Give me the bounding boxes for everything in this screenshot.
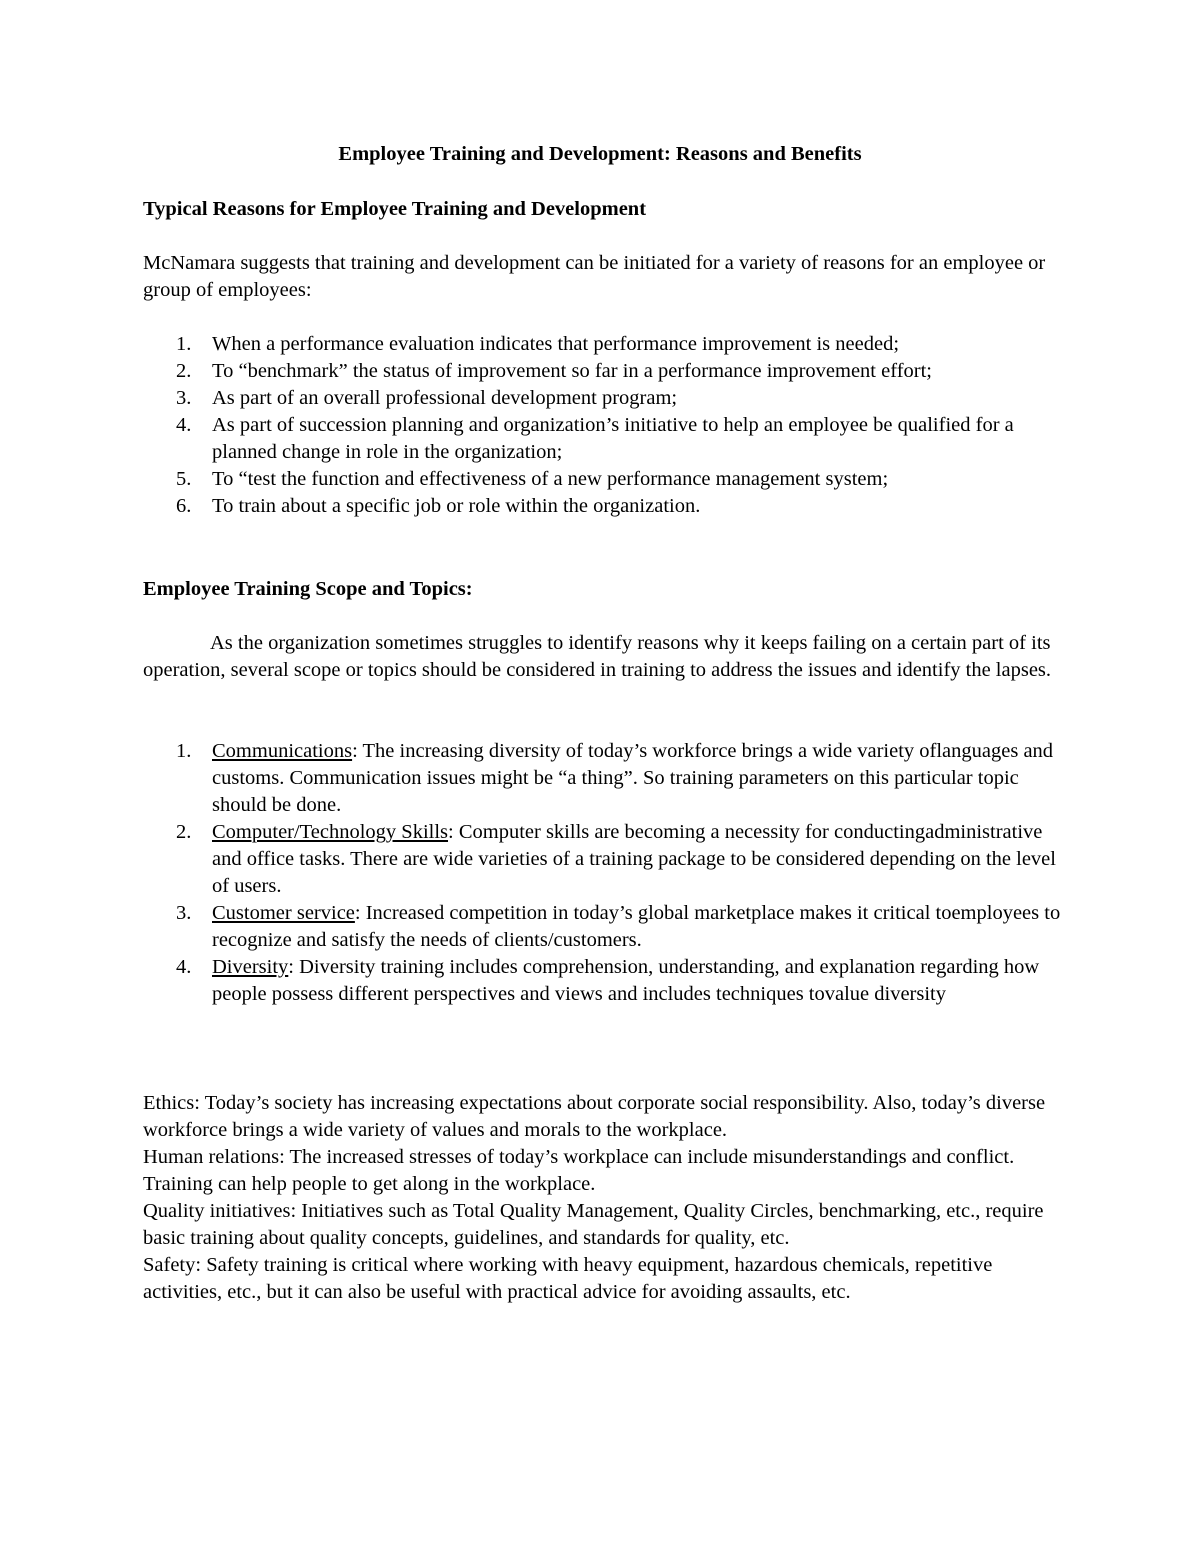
list-number: 4. — [176, 414, 192, 436]
topic-text: : The increasing diversity of today’s workforce brings a wide variety oflanguages and customs. Communication issues might be “a thing”. So training parameters on this particular topic should be done. — [212, 740, 1054, 816]
list-item — [143, 466, 1073, 493]
safety-paragraph: Safety: Safety training is critical where working with heavy equipment, hazardous chemicals, repetitive activities, etc., but it can also be useful with practical advice for avoiding assaults, etc. — [143, 1254, 993, 1303]
list-item — [143, 900, 1073, 954]
list-text: As part of succession planning and organization’s initiative to help an employee be qualified for a planned change in role in the organization; — [212, 414, 1014, 463]
list-number: 3. — [176, 387, 192, 409]
list-number: 4. — [176, 956, 192, 978]
list-item — [143, 493, 1073, 520]
list-number: 1. — [176, 333, 192, 355]
quality-initiatives-paragraph: Quality initiatives: Initiatives such as Total Quality Management, Quality Circles, benchmarking, etc., require basic training about quality concepts, guidelines, and standards for quality, etc. — [143, 1200, 1044, 1249]
list-number: 6. — [176, 495, 192, 517]
list-item — [143, 954, 1073, 1008]
list-text: To train about a specific job or role within the organization. — [212, 495, 701, 517]
topic-term: Diversity — [212, 956, 289, 978]
list-item — [143, 331, 1073, 358]
topic-term: Communications — [212, 740, 353, 762]
list-item — [143, 412, 1073, 466]
topics-list — [143, 738, 1073, 1008]
topic-text: : Increased competition in today’s global marketplace makes it critical toemployees to recognize and satisfy the needs of clients/customers. — [212, 902, 1061, 951]
scope-heading: Employee Training Scope and Topics: — [143, 578, 473, 600]
document-title: Employee Training and Development: Reasons and Benefits — [338, 143, 862, 165]
list-text: To “test the function and effectiveness of a new performance management system; — [212, 468, 889, 490]
reasons-intro: McNamara suggests that training and development can be initiated for a variety of reasons for an employee or group of employees: — [143, 252, 1046, 301]
list-text: As part of an overall professional development program; — [212, 387, 678, 409]
list-text: When a performance evaluation indicates that performance improvement is needed; — [212, 333, 900, 355]
closing-paragraphs — [143, 1090, 1073, 1306]
topic-term: Computer/Technology Skills — [212, 821, 449, 843]
reasons-list — [143, 331, 1073, 520]
topic-text: : Diversity training includes comprehension, understanding, and explanation regarding how people possess different perspectives and views and includes techniques tovalue diversity — [212, 956, 1040, 1005]
list-item — [143, 819, 1073, 900]
ethics-paragraph: Ethics: Today’s society has increasing expectations about corporate social responsibility. Also, today’s diverse workforce brings a wide variety of values and morals to the workplace. — [143, 1092, 1046, 1141]
list-number: 1. — [176, 740, 192, 762]
human-relations-paragraph: Human relations: The increased stresses of today’s workplace can include misunderstandings and conflict. Training can help people to get along in the workplace. — [143, 1146, 1015, 1195]
list-number: 2. — [176, 360, 192, 382]
scope-intro: As the organization sometimes struggles to identify reasons why it keeps failing on a certain part of its operation, several scope or topics should be considered in training to address the issues and identify the lapses. — [143, 632, 1052, 681]
list-number: 3. — [176, 902, 192, 924]
reasons-heading: Typical Reasons for Employee Training and Development — [143, 198, 647, 220]
topic-term: Customer service — [212, 902, 355, 924]
list-number: 2. — [176, 821, 192, 843]
list-item — [143, 358, 1073, 385]
list-text: To “benchmark” the status of improvement so far in a performance improvement effort; — [212, 360, 932, 382]
topic-text: : Computer skills are becoming a necessity for conductingadministrative and office tasks. There are wide varieties of a training package to be considered depending on the level of users. — [212, 821, 1056, 897]
list-item — [143, 738, 1073, 819]
list-item — [143, 385, 1073, 412]
list-number: 5. — [176, 468, 192, 490]
